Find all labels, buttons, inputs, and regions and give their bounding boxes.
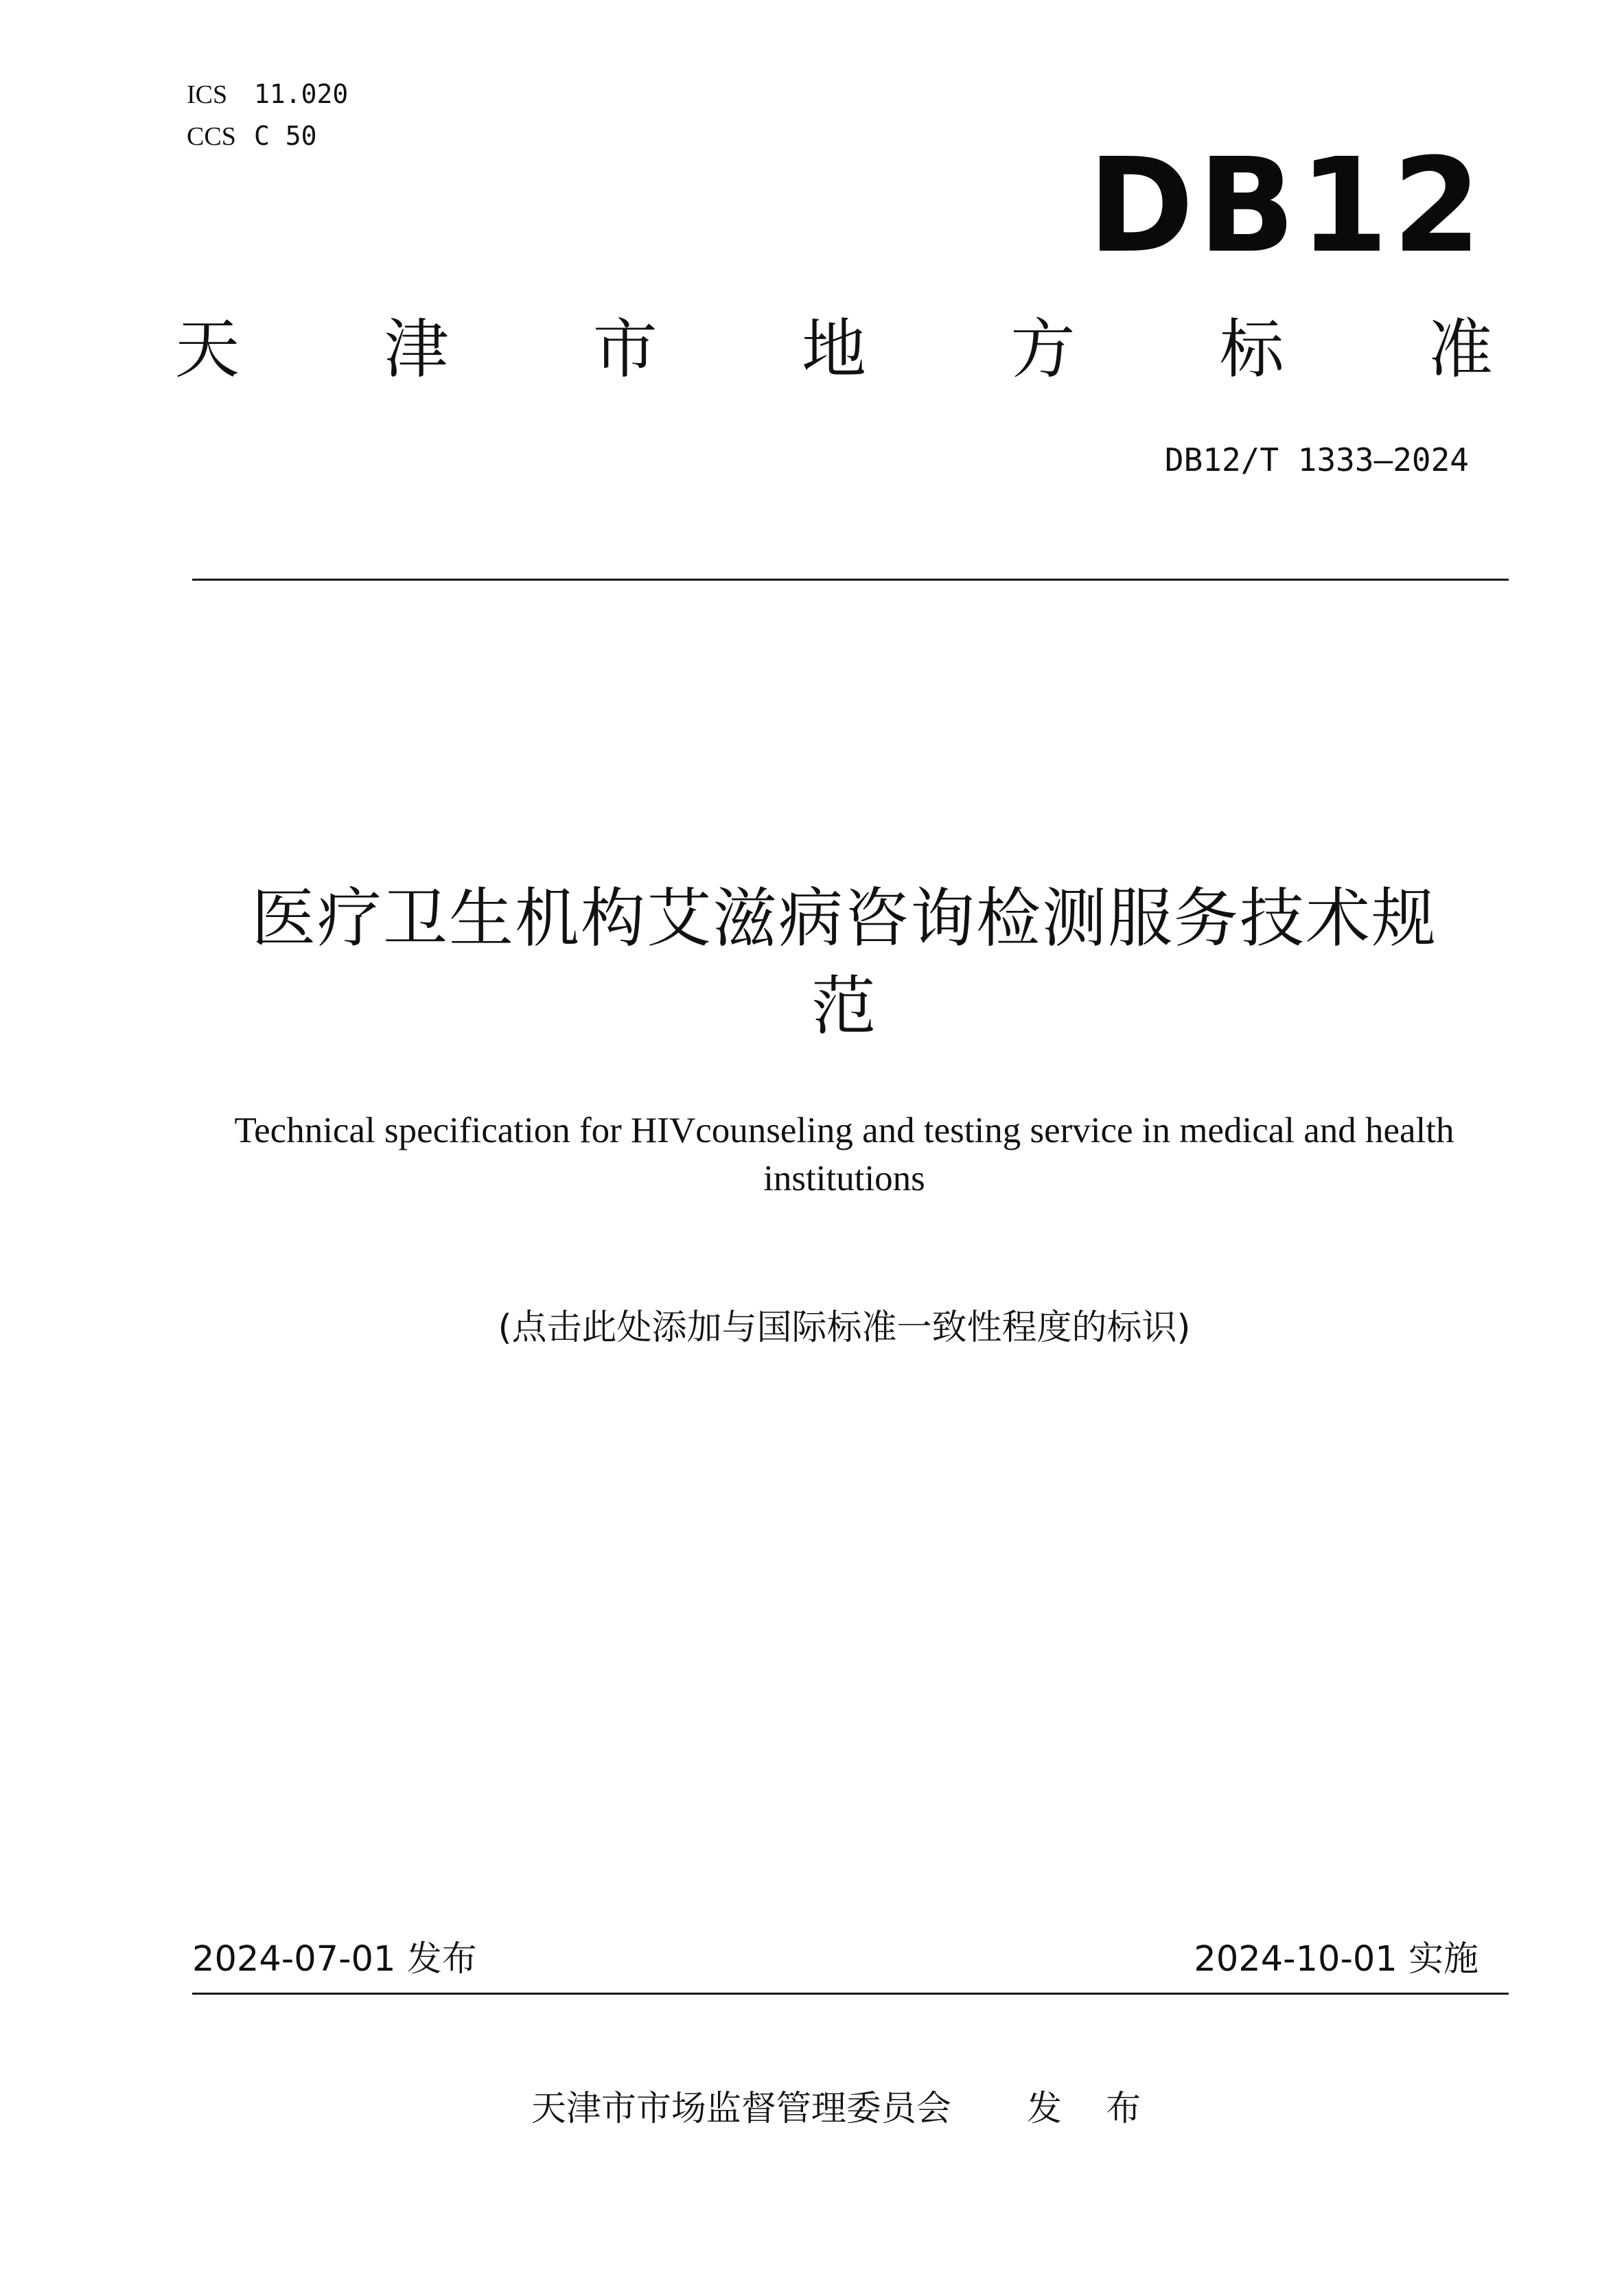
ccs-code <box>187 119 317 154</box>
document-title-en <box>185 1106 1503 1203</box>
standard-type-char: 地 <box>801 312 866 387</box>
ccs-value: C 50 <box>254 121 317 151</box>
ics-code <box>187 77 348 112</box>
standard-type-char: 方 <box>1010 312 1076 387</box>
publish-date: 2024-07-01 发布 <box>192 1939 477 1980</box>
standard-type-char: 标 <box>1219 312 1284 387</box>
standard-logo: DB12 <box>1088 129 1486 282</box>
consistency-note: (点击此处添加与国际标准一致性程度的标识) <box>498 1308 1191 1348</box>
ccs-label: CCS <box>187 122 236 151</box>
issuer-line <box>206 2085 1483 2133</box>
ics-value: 11.020 <box>254 79 349 109</box>
issuer-name: 天津市市场监督管理委员会 <box>531 2089 951 2129</box>
title-cn-line2: 范 <box>811 969 877 1044</box>
bottom-divider <box>192 1993 1509 1995</box>
top-divider <box>192 579 1509 581</box>
ics-label: ICS <box>187 80 228 109</box>
standard-type-char: 市 <box>592 312 658 387</box>
implement-date: 2024-10-01 实施 <box>1194 1939 1478 1980</box>
title-en-line2: institutions <box>763 1159 925 1198</box>
title-en-line1: Technical specification for HIVcounseling and testing service in medical and health <box>234 1111 1454 1150</box>
standard-type-char: 津 <box>384 312 449 387</box>
document-title-cn <box>192 875 1496 1051</box>
standard-type-char: 准 <box>1428 312 1493 387</box>
issuer-verb: 发 布 <box>1026 2089 1158 2129</box>
standard-number: DB12/T 1333—2024 <box>1164 441 1469 478</box>
standard-type-heading <box>175 309 1493 391</box>
title-cn-line1: 医疗卫生机构艾滋病咨询检测服务技术规 <box>251 881 1437 956</box>
standard-type-char: 天 <box>175 312 240 387</box>
